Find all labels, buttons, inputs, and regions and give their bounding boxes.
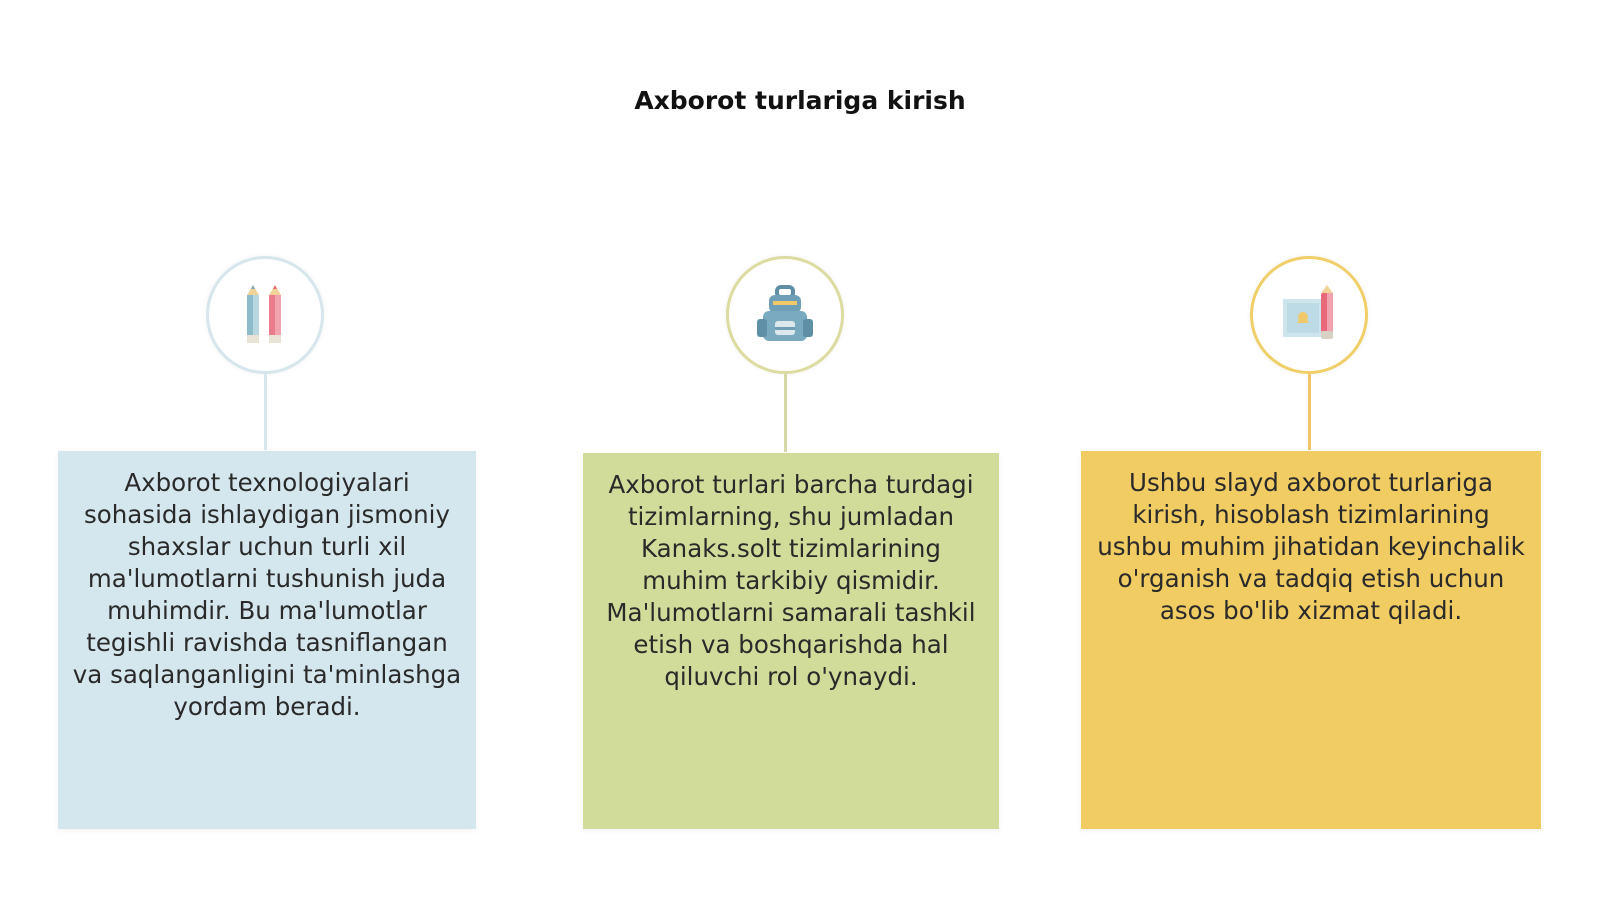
- backpack-icon: [753, 283, 817, 347]
- icon-circle-2: [726, 256, 844, 374]
- connector-line-1: [264, 374, 267, 450]
- info-card-text: Axborot turlari barcha turdagi tizimlarning, shu jumladan Kanaks.solt tizimlarining muhim tarkibiy qismidir. Ma'lumotlarni samarali tashkil etish va boshqarishda hal qiluvchi rol o'ynaydi.: [606, 470, 976, 691]
- info-card-3: [1081, 451, 1541, 829]
- slide-title: Axborot turlariga kirish: [634, 86, 966, 115]
- icon-circle-3: [1250, 256, 1368, 374]
- info-card-text: Axborot texnologiyalari sohasida ishlaydigan jismoniy shaxslar uchun turli xil ma'lumotlarni tushunish juda muhimdir. Bu ma'lumotlar tegishli ravishda tasniflangan va saqlanganligini ta'minlashga yordam beradi.: [72, 468, 462, 721]
- connector-line-2: [784, 374, 787, 452]
- connector-line-3: [1308, 374, 1311, 450]
- drawing-pencil-icon: [1277, 283, 1341, 347]
- info-card-text: Ushbu slayd axborot turlariga kirish, hisoblash tizimlarining ushbu muhim jihatidan keyinchalik o'rganish va tadqiq etish uchun asos bo'lib xizmat qiladi.: [1097, 468, 1525, 625]
- info-card-2: [583, 453, 999, 829]
- icon-circle-1: [206, 256, 324, 374]
- pencils-icon: [235, 283, 295, 347]
- info-card-1: [58, 451, 476, 829]
